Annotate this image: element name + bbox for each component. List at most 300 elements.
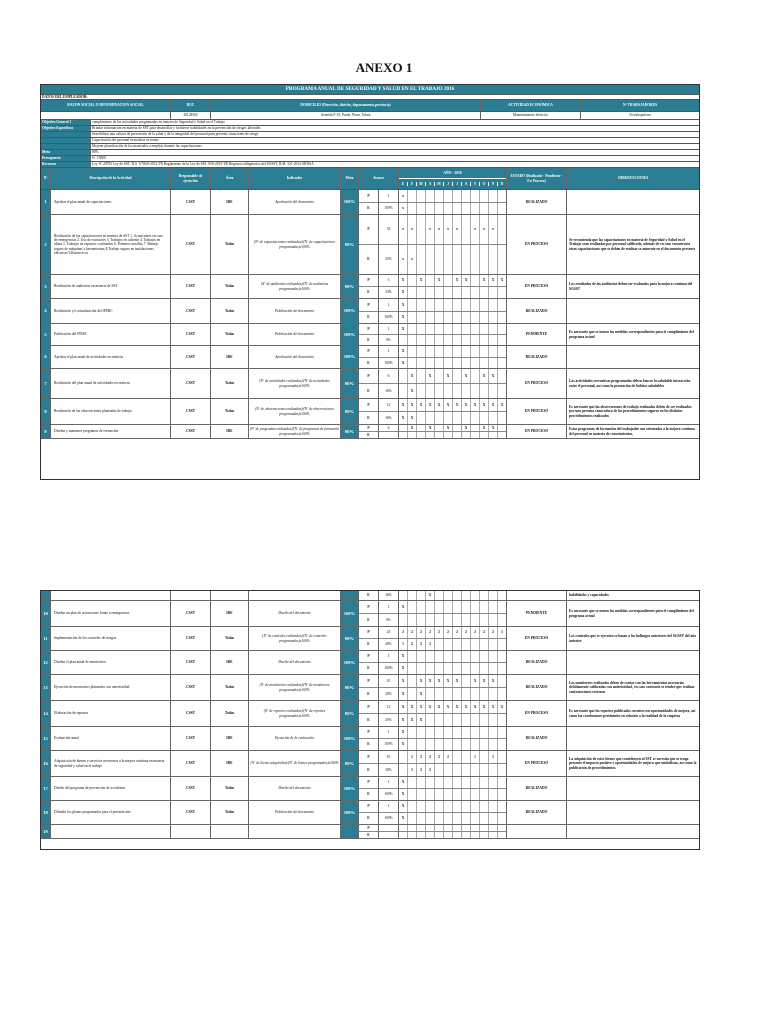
month-cell: [453, 324, 462, 334]
month-cell: [453, 801, 462, 812]
employer-activity-value: Mantenimiento eléctrico: [481, 112, 581, 119]
p-label: P: [359, 701, 378, 714]
activity-indicator: Aprobación del documento: [249, 190, 341, 214]
activity-area: Todas: [211, 627, 249, 650]
month-cell: X: [417, 675, 426, 687]
month-cell: X: [480, 399, 489, 411]
month-cell: 2: [417, 751, 426, 763]
month-cell: [471, 688, 480, 700]
executed-month-row: [399, 739, 506, 750]
month-cell: [471, 299, 480, 311]
month-cell: [498, 727, 506, 738]
activity-area: Todas: [211, 675, 249, 700]
month-cell: X: [417, 701, 426, 713]
month-cell: [462, 739, 471, 750]
month-cell: X: [399, 651, 408, 662]
activity-description: Realización de las capacitaciones en materia de SST 1. Actuaciones en caso de emergencias 2. Uso de extintores 3. Trabajos en caliente 4. Trabajos en altura 5. Trabajos en espacios confinados 6. Primeros auxilios 7. Manejo seguro de máquinas y herramientas 8.Trabajo seguro en instalaciones eléctricas 9.Ilumin ecos: [51, 215, 171, 274]
month-cell: [444, 287, 453, 298]
activity-responsible: CSST: [171, 651, 211, 674]
planned-count: 3: [379, 275, 398, 287]
activity-goal: 100%: [341, 346, 359, 368]
activity-area: IRE: [211, 751, 249, 776]
month-cell: [444, 203, 453, 215]
month-cell: [498, 777, 506, 788]
month-cell: [498, 789, 506, 800]
activity-observations: habilidades y capacidades: [569, 593, 609, 598]
e-label: E: [367, 816, 370, 821]
month-cell: [462, 789, 471, 800]
month-cell: [444, 324, 453, 334]
planned-count: 1: [379, 324, 398, 335]
month-cell: [471, 764, 480, 776]
activity-description: Diseñar el plan anual de monitoreos: [51, 651, 171, 674]
pe-labels: [359, 627, 379, 650]
month-cell: [426, 601, 435, 613]
activity-responsible: CSST: [171, 399, 211, 424]
month-cell: [480, 832, 489, 838]
pe-labels: [359, 399, 379, 424]
activity-row: [41, 399, 699, 425]
month-cell: [489, 412, 498, 424]
month-cell: [408, 825, 417, 831]
month-cell: [417, 324, 426, 334]
progress-values: [379, 651, 399, 674]
activity-indicator: (Nº de observaciones realizadas)/(Nº de observaciones programadas)x100%: [249, 399, 341, 424]
month-cell: X: [435, 275, 444, 286]
activity-description: Realización del plan anual de actividades recreativas: [51, 369, 171, 398]
month-cell: [498, 813, 506, 824]
activity-area: [211, 591, 249, 600]
month-grid: [399, 324, 507, 345]
month-cell: 2: [426, 751, 435, 763]
month-cell: [444, 432, 453, 438]
month-cell: X: [426, 425, 435, 431]
month-cell: [480, 324, 489, 334]
activity-status: REALIZADO: [507, 777, 567, 800]
p-label: P: [359, 627, 378, 639]
month-cell: [426, 203, 435, 215]
month-cell: [444, 601, 453, 613]
p-label: P: [359, 215, 378, 245]
row-number: 14: [41, 701, 51, 726]
month-cell: 1: [501, 630, 503, 635]
executed-month-row: [399, 813, 506, 824]
activity-observations: Los monitoreos realizados deben de contar con las herramientas necesarias debidamente calibradas con anterioridad, en caso contrario se tendrá que realizar contrataciones externas: [569, 681, 695, 694]
month-cell: [498, 825, 506, 831]
employer-ruc-header: RUC: [171, 100, 211, 111]
planned-month-row: [399, 627, 506, 639]
month-cell: [471, 190, 480, 202]
month-cell: x: [408, 215, 417, 244]
month-cell: [489, 203, 498, 215]
pe-labels: [359, 777, 379, 800]
planned-month-row: [399, 727, 506, 739]
month-cell: [471, 777, 480, 788]
month-label: O: [480, 182, 489, 186]
month-cell: [417, 801, 426, 812]
activity-responsible: CSST: [171, 190, 211, 214]
progress-values: [379, 777, 399, 800]
p-label: P: [359, 369, 378, 384]
activity-goal: 100%: [341, 727, 359, 750]
pe-labels: [359, 346, 379, 368]
month-cell: [480, 384, 489, 398]
program-title: PROGRAMA ANUAL DE SEGURIDAD Y SALUD EN EL TRABAJO 2016: [41, 85, 699, 94]
activity-status: EN PROCESO: [507, 399, 567, 424]
month-cell: [444, 312, 453, 324]
month-cell: [426, 312, 435, 324]
activity-status: REALIZADO: [507, 727, 567, 750]
month-cell: [498, 601, 506, 613]
month-cell: [498, 384, 506, 398]
month-cell: [435, 190, 444, 202]
month-grid: [399, 825, 507, 838]
row-number: 8: [41, 399, 51, 424]
month-cell: X: [399, 675, 408, 687]
activity-observations: Es necesario que se tomen las medidas correspondientes para el cumplimiento del programa actual: [569, 609, 694, 618]
month-cell: [426, 727, 435, 738]
executed-month-row: [399, 203, 506, 215]
activities-page-2: [41, 601, 699, 839]
row-number: 15: [41, 727, 51, 750]
month-cell: X: [480, 369, 489, 383]
month-cell: [489, 663, 498, 674]
row-number: 18: [41, 801, 51, 824]
e-label: E: [367, 415, 370, 420]
activity-row: [41, 324, 699, 346]
objective-text: Ley Nº 29783 Ley de SST, D.S. 5/7069-2012-TR Reglamento de la Ley de SST, 050-2013-TR Registros obligatorios del SGSST, R.M. 521-2012-MINSA: [92, 162, 314, 167]
month-cell: X: [399, 739, 408, 750]
month-cell: 2: [435, 627, 444, 638]
month-cell: x: [426, 215, 435, 244]
month-cell: [417, 789, 426, 800]
month-labels: [399, 178, 506, 189]
p-label: P: [359, 425, 378, 432]
planned-count: 12: [379, 701, 398, 714]
month-cell: [498, 245, 506, 274]
executed-month-row: [399, 714, 506, 726]
month-cell: [444, 727, 453, 738]
month-cell: [462, 651, 471, 662]
col-number-header: Nº: [41, 168, 51, 189]
month-cell: [462, 663, 471, 674]
year-header: AÑO - 2016: [443, 170, 462, 175]
executed-percent: 16%: [385, 415, 392, 420]
pe-labels: [359, 369, 379, 398]
month-cell: X: [489, 675, 498, 687]
executed-month-row: [399, 663, 506, 674]
p-label: P: [359, 324, 378, 335]
month-cell: [453, 335, 462, 345]
month-cell: X: [399, 813, 408, 824]
month-cell: [444, 384, 453, 398]
month-cell: [480, 651, 489, 662]
activity-description: Realización y/o actualización del IPERC: [51, 299, 171, 323]
month-cell: [444, 764, 453, 776]
row-number: 7: [41, 369, 51, 398]
month-cell: X: [399, 777, 408, 788]
objective-text: cumplimiento de las actividades programadas en materia de Seguridad y Salud en el Trabajo: [92, 120, 225, 125]
month-cell: [426, 190, 435, 202]
month-cell: X: [480, 701, 489, 713]
month-cell: x: [399, 245, 408, 274]
activity-observations: [567, 190, 699, 214]
month-cell: [489, 245, 498, 274]
month-cell: X: [426, 675, 435, 687]
activity-responsible: CSST: [171, 346, 211, 368]
month-cell: [453, 384, 462, 398]
month-cell: 1: [489, 751, 498, 763]
executed-month-row: [399, 789, 506, 800]
month-cell: [498, 369, 506, 383]
e-label: E: [367, 617, 370, 622]
month-cell: X: [399, 601, 408, 613]
month-cell: [498, 432, 506, 438]
month-cell: [480, 245, 489, 274]
month-cell: [453, 651, 462, 662]
activity-area: Todas: [211, 399, 249, 424]
e-label: E: [367, 315, 370, 320]
activity-description: Evaluación anual: [51, 727, 171, 750]
month-cell: [498, 190, 506, 202]
month-cell: [453, 832, 462, 838]
month-cell: [471, 358, 480, 369]
month-cell: [444, 714, 453, 726]
month-cell: [498, 346, 506, 357]
month-cell: [489, 727, 498, 738]
progress-values: [379, 215, 399, 274]
month-cell: X: [399, 789, 408, 800]
activities-page-1: [41, 190, 699, 439]
activity-description: Adquisición de bienes y servicios necesarios a la mejora continua en materia de seguridad y salud en el trabajo: [51, 751, 171, 776]
month-cell: [453, 358, 462, 369]
month-cell: [480, 335, 489, 345]
month-cell: [462, 675, 471, 687]
month-cell: [444, 825, 453, 831]
activity-status: EN PROCESO: [507, 275, 567, 298]
month-cell: [489, 335, 498, 345]
activity-status: REALIZADO: [507, 675, 567, 700]
month-cell: [435, 813, 444, 824]
planned-month-row: [399, 651, 506, 663]
month-cell: [498, 425, 506, 431]
month-cell: X: [417, 688, 426, 700]
activity-observations: [567, 346, 699, 368]
month-cell: 2: [444, 751, 453, 763]
p-label: P: [359, 801, 378, 813]
month-cell: [453, 190, 462, 202]
month-cell: [417, 739, 426, 750]
activity-area: Todas: [211, 275, 249, 298]
activity-indicator: Publicación del documento: [249, 299, 341, 323]
executed-month-row: [399, 412, 506, 424]
activity-goal: 80%: [341, 627, 359, 650]
activity-row: [41, 190, 699, 215]
activity-indicator: Aprobación del documento: [249, 346, 341, 368]
month-cell: [471, 203, 480, 215]
month-cell: 2: [417, 764, 426, 776]
activity-table-header: [41, 168, 699, 190]
month-cell: X: [408, 714, 417, 726]
month-cell: [471, 739, 480, 750]
month-cell: [408, 432, 417, 438]
month-cell: [489, 299, 498, 311]
month-cell: [408, 190, 417, 202]
progress-values: [379, 601, 399, 626]
month-cell: [435, 287, 444, 298]
month-cell: X: [444, 675, 453, 687]
month-cell: X: [489, 399, 498, 411]
continuation-row: [41, 591, 699, 601]
month-cell: X: [489, 369, 498, 383]
activity-goal: 100%: [341, 190, 359, 214]
month-cell: [480, 727, 489, 738]
month-cell: X: [453, 275, 462, 286]
month-cell: [444, 813, 453, 824]
executed-month-row: [399, 614, 506, 626]
progress-values: [379, 627, 399, 650]
month-cell: 2: [417, 639, 426, 650]
month-cell: [480, 764, 489, 776]
e-label: E: [367, 792, 370, 797]
month-cell: [471, 312, 480, 324]
month-cell: [462, 727, 471, 738]
month-cell: [498, 412, 506, 424]
month-cell: [408, 601, 417, 613]
activity-goal: [341, 591, 359, 600]
month-cell: [498, 801, 506, 812]
month-cell: [453, 299, 462, 311]
month-cell: [462, 825, 471, 831]
activity-indicator: Ejecución de la evaluación: [249, 727, 341, 750]
month-cell: X: [408, 384, 417, 398]
activity-responsible: CSST: [171, 751, 211, 776]
month-cell: [471, 346, 480, 357]
activity-responsible: CSST: [171, 425, 211, 438]
activity-area: Todas: [211, 299, 249, 323]
planned-count: 10: [379, 751, 398, 764]
activity-row: [41, 299, 699, 324]
row-number: 11: [41, 627, 51, 650]
month-cell: [462, 714, 471, 726]
month-cell: [408, 299, 417, 311]
month-cell: X: [444, 399, 453, 411]
month-cell: [471, 275, 480, 286]
month-cell: X: [399, 324, 408, 334]
activity-responsible: CSST: [171, 299, 211, 323]
col-description-header: Descripción de la Actividad: [51, 168, 171, 189]
activity-area: IRE: [211, 346, 249, 368]
month-cell: [453, 825, 462, 831]
p-label: P: [359, 399, 378, 412]
month-cell: [417, 813, 426, 824]
month-cell: X: [408, 369, 417, 383]
month-grid: [399, 601, 507, 626]
month-grid: [399, 399, 507, 424]
activity-description: Implementación de los controles de riesgos: [51, 627, 171, 650]
month-cell: X: [399, 727, 408, 738]
activity-row: [41, 675, 699, 701]
month-cell: [498, 215, 506, 244]
activity-indicator: Diseño del documento: [249, 777, 341, 800]
month-cell: [399, 369, 408, 383]
objective-label: Objetivo General 1: [41, 120, 91, 125]
month-cell: [444, 275, 453, 286]
month-cell: [471, 789, 480, 800]
month-cell: [471, 245, 480, 274]
month-cell: [408, 312, 417, 324]
month-cell: [462, 287, 471, 298]
planned-month-row: [399, 346, 506, 358]
planned-count: 1: [379, 190, 398, 203]
activity-responsible: [171, 591, 211, 600]
month-cell: X: [435, 399, 444, 411]
planned-count: 1: [379, 601, 398, 614]
month-cell: [408, 275, 417, 286]
month-cell: [480, 739, 489, 750]
month-cell: [471, 639, 480, 650]
month-cell: [444, 614, 453, 626]
month-cell: [399, 751, 408, 763]
month-cell: X: [417, 714, 426, 726]
activity-goal: 100%: [341, 801, 359, 824]
activity-observations: Es necesario que se tomen las medidas correspondientes para el cumplimiento del programa actual: [569, 330, 694, 339]
row-number: 4: [41, 299, 51, 323]
executed-month-row: [399, 358, 506, 369]
month-cell: 2: [408, 627, 417, 638]
month-cell: [453, 639, 462, 650]
month-cell: [489, 639, 498, 650]
pe-labels: [359, 751, 379, 776]
progress-values: [379, 825, 399, 838]
month-cell: [489, 714, 498, 726]
col-status-header: ESTADO (Realizado - Pendiente - En Proceso): [507, 168, 567, 189]
planned-month-row: [399, 801, 506, 813]
month-cell: X: [399, 299, 408, 311]
objective-text: Mejorar planificación de los materiales a emplear durante las capacitaciones: [92, 144, 202, 149]
month-cell: [417, 663, 426, 674]
activity-responsible: CSST: [171, 369, 211, 398]
month-cell: [408, 789, 417, 800]
month-cell: [444, 358, 453, 369]
activity-status: PENDIENTE: [507, 601, 567, 626]
month-cell: [453, 346, 462, 357]
e-label: E: [367, 206, 370, 211]
planned-month-row: [399, 751, 506, 764]
month-cell: X: [426, 369, 435, 383]
month-cell: [399, 432, 408, 438]
activity-goal: [341, 825, 359, 838]
objective-label: [41, 144, 91, 149]
month-cell: [444, 663, 453, 674]
activity-goal: 100%: [341, 601, 359, 626]
month-cell: [435, 324, 444, 334]
activity-observations: Las actividades recreativas programadas deben buscar la saludable interacción entre el personal, así como la promoción de hábitos saludables: [569, 379, 691, 388]
activity-area: IRE: [211, 425, 249, 438]
month-cell: [462, 384, 471, 398]
month-cell: [408, 675, 417, 687]
activity-status: EN PROCESO: [507, 701, 567, 726]
progress-values: [379, 275, 399, 298]
executed-month-row: [399, 764, 506, 776]
month-cell: [489, 432, 498, 438]
planned-count: 33: [379, 215, 398, 245]
month-cell: [435, 346, 444, 357]
month-cell: [471, 601, 480, 613]
month-cell: [462, 777, 471, 788]
month-cell: [462, 832, 471, 838]
col-indicator-header: Indicador: [249, 168, 341, 189]
